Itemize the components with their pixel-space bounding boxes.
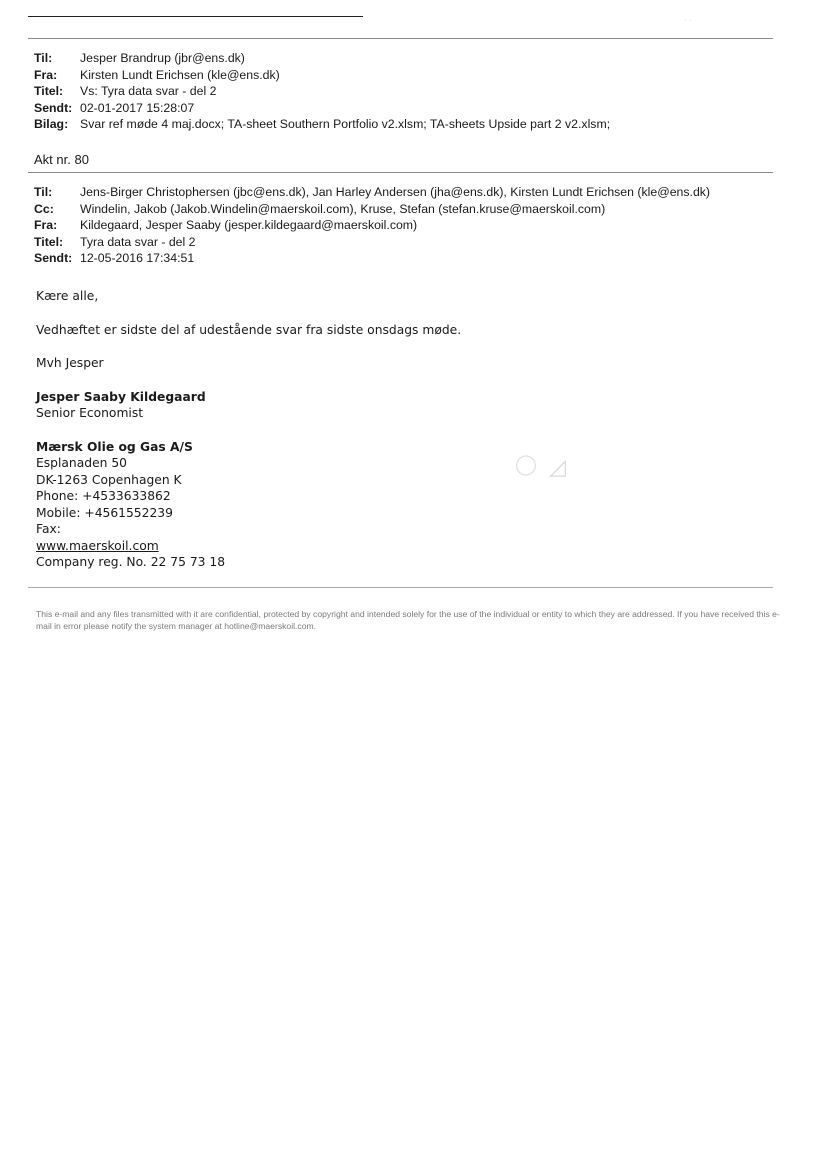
header-value: Windelin, Jakob (Jakob.Windelin@maerskoil.com), Kruse, Stefan (stefan.kruse@maerskoil.com) — [80, 201, 606, 216]
signature-company: Mærsk Olie og Gas A/S — [36, 439, 193, 454]
message: Vedhæftet er sidste del af udestående svar fra sidste onsdags møde. — [36, 322, 462, 337]
header-value: Jesper Brandrup (jbr@ens.dk) — [80, 51, 245, 65]
signature-street: Esplanaden 50 — [36, 456, 127, 470]
header-value: 02-01-2017 15:28:07 — [80, 100, 195, 115]
case-number: Akt nr. 80 — [34, 152, 89, 167]
header-row-from — [34, 217, 710, 234]
signature-title: Senior Economist — [36, 406, 144, 420]
closing: Mvh Jesper — [36, 356, 104, 370]
scan-mark: · · — [684, 16, 692, 25]
signature-city: DK-1263 Copenhagen K — [36, 472, 182, 487]
header-row-subject — [34, 83, 610, 100]
divider-2 — [28, 172, 773, 173]
header-label: Sendt: — [34, 100, 73, 115]
greeting: Kære alle, — [36, 289, 99, 303]
header-value: Jens-Birger Christophersen (jbc@ens.dk), Jan Harley Andersen (jha@ens.dk), Kirsten Lundt Erichsen (kle@ens.dk) — [80, 185, 711, 199]
header-row-cc — [34, 201, 710, 218]
email-header-original — [34, 184, 710, 267]
website-link[interactable]: www.maerskoil.com — [36, 538, 159, 553]
header-value: 12-05-2016 17:34:51 — [80, 251, 195, 265]
signature-phone: Phone: +4533633862 — [36, 489, 171, 503]
header-value: Tyra data svar - del 2 — [80, 234, 196, 249]
header-label: Titel: — [34, 234, 64, 249]
header-label: Fra: — [34, 67, 58, 82]
faint-stamp-mark: 〇 ◿ — [515, 454, 570, 479]
header-value: Svar ref møde 4 maj.docx; TA-sheet Southern Portfolio v2.xlsm; TA-sheets Upside part 2 v2.xlsm; — [80, 117, 611, 131]
header-label: Til: — [34, 51, 53, 65]
header-row-sent — [34, 100, 610, 117]
header-row-sent — [34, 250, 710, 267]
header-row-subject — [34, 234, 710, 251]
email-body — [36, 288, 461, 571]
confidentiality-footer: This e-mail and any files transmitted with it are confidential, protected by copyright and intended solely for the use of the individual or entity to which they are addressed. If you have received this e-mail in error please notify the system manager at hotline@maerskoil.com. — [36, 609, 780, 631]
email-header-forward — [34, 50, 610, 133]
header-label: Sendt: — [34, 251, 73, 265]
header-label: Titel: — [34, 84, 64, 98]
signature-fax: Fax: — [36, 522, 61, 536]
header-row-attachments — [34, 116, 610, 133]
divider-1 — [28, 38, 773, 39]
signature-name: Jesper Saaby Kildegaard — [36, 389, 206, 404]
header-value: Kildegaard, Jesper Saaby (jesper.kildegaard@maerskoil.com) — [80, 218, 418, 232]
header-row-to — [34, 184, 710, 201]
divider-3 — [28, 587, 773, 588]
top-rule — [28, 16, 363, 17]
signature-mobile: Mobile: +4561552239 — [36, 505, 173, 520]
header-label: Fra: — [34, 218, 58, 232]
header-value: Kirsten Lundt Erichsen (kle@ens.dk) — [80, 67, 280, 82]
header-label: Bilag: — [34, 117, 69, 131]
header-row-from — [34, 67, 610, 84]
header-value: Vs: Tyra data svar - del 2 — [80, 84, 217, 98]
header-label: Til: — [34, 185, 53, 199]
company-reg: Company reg. No. 22 75 73 18 — [36, 555, 226, 569]
header-label: Cc: — [34, 201, 54, 216]
header-row-to — [34, 50, 610, 67]
